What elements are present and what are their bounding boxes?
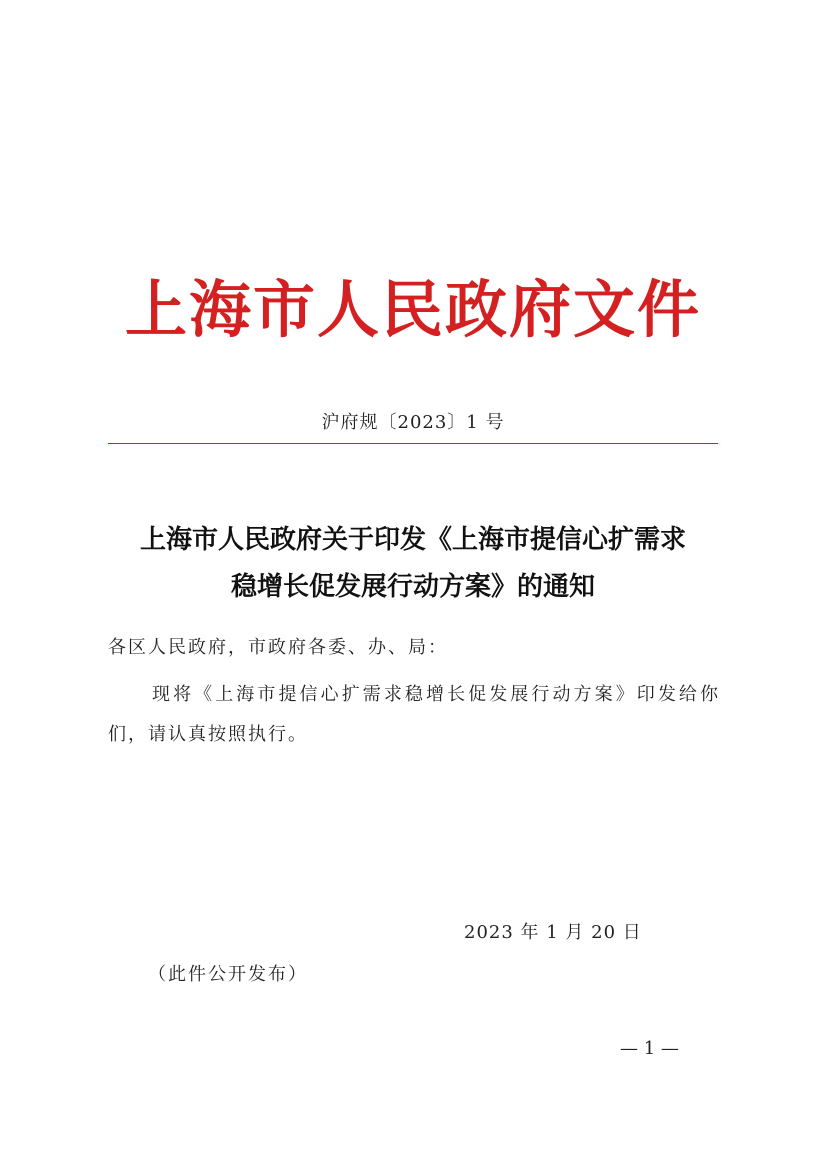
publish-note: （此件公开发布） — [148, 964, 308, 985]
page-number: — 1 — — [620, 1038, 679, 1059]
document-number: 沪府规〔2023〕1 号 — [321, 412, 505, 433]
title-line-2: 稳增长促发展行动方案》的通知 — [230, 572, 595, 602]
title-line-1: 上海市人民政府关于印发《上海市提信心扩需求 — [139, 525, 686, 555]
issue-date: 2023 年 1 月 20 日 — [464, 922, 642, 943]
salutation: 各区人民政府，市政府各委、办、局： — [108, 637, 448, 658]
red-separator-line — [108, 443, 718, 444]
document-title — [100, 517, 726, 611]
document-masthead: 上海市人民政府文件 — [124, 273, 701, 346]
body-paragraph: 现将《上海市提信心扩需求稳增长促发展行动方案》印发给你们，请认真按照执行。 — [108, 684, 720, 745]
